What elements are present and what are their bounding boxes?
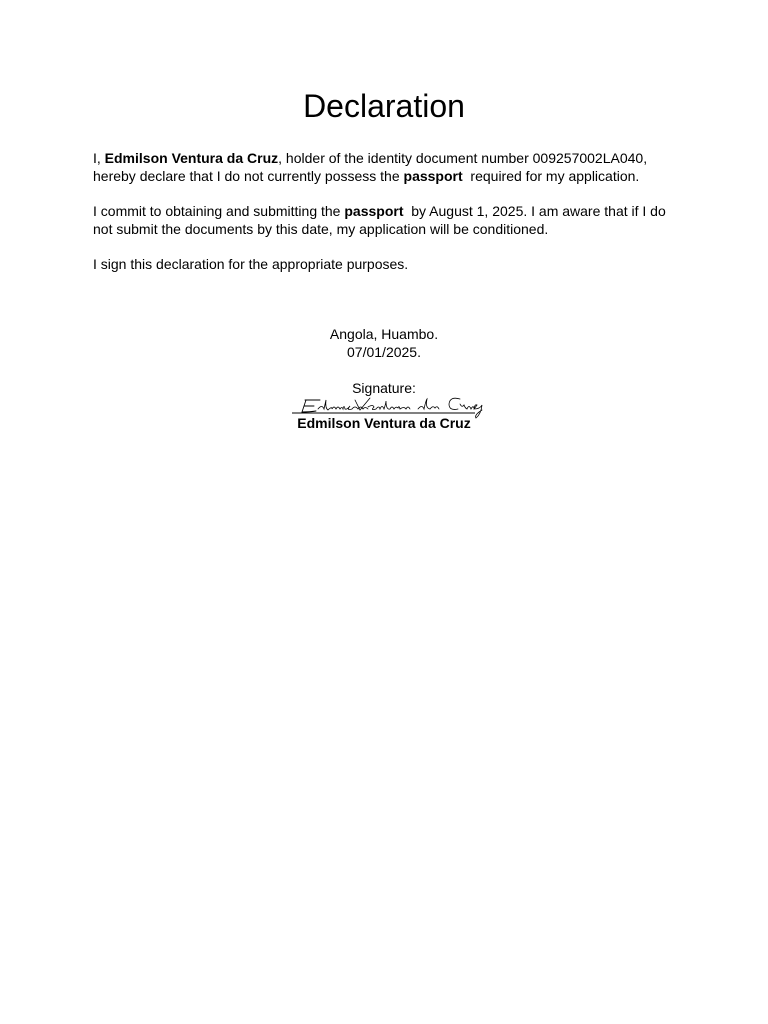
paragraph-2-prefix: I commit to obtaining and submitting the <box>93 203 345 219</box>
missing-item-1: passport <box>403 167 463 184</box>
missing-item-2: passport <box>344 203 404 219</box>
place-line: Angola, Huambo. <box>329 326 439 342</box>
declarant-name: Edmilson Ventura da Cruz <box>104 150 279 166</box>
signer-name: Edmilson Ventura da Cruz <box>297 415 471 431</box>
paragraph-1-prefix: I, <box>93 150 105 166</box>
document-title: Declaration <box>303 88 465 124</box>
date-line: 07/01/2025. <box>347 344 421 360</box>
paragraph-2-suffix: by August 1, 2025. I am aware that if I do not submit the documents by this date, my application will be conditioned. <box>93 203 670 237</box>
declaration-paragraph-2 <box>93 203 683 238</box>
declaration-paragraph-3: I sign this declaration for the appropriate purposes. <box>93 256 409 272</box>
paragraph-1-middle: , holder of the identity document number 009257002LA040, hereby declare that I do not currently possess the <box>93 150 648 184</box>
paragraph-1-suffix: required for my application. <box>462 167 640 184</box>
declaration-paragraph-1 <box>93 150 683 185</box>
signature-label: Signature: <box>352 380 416 396</box>
